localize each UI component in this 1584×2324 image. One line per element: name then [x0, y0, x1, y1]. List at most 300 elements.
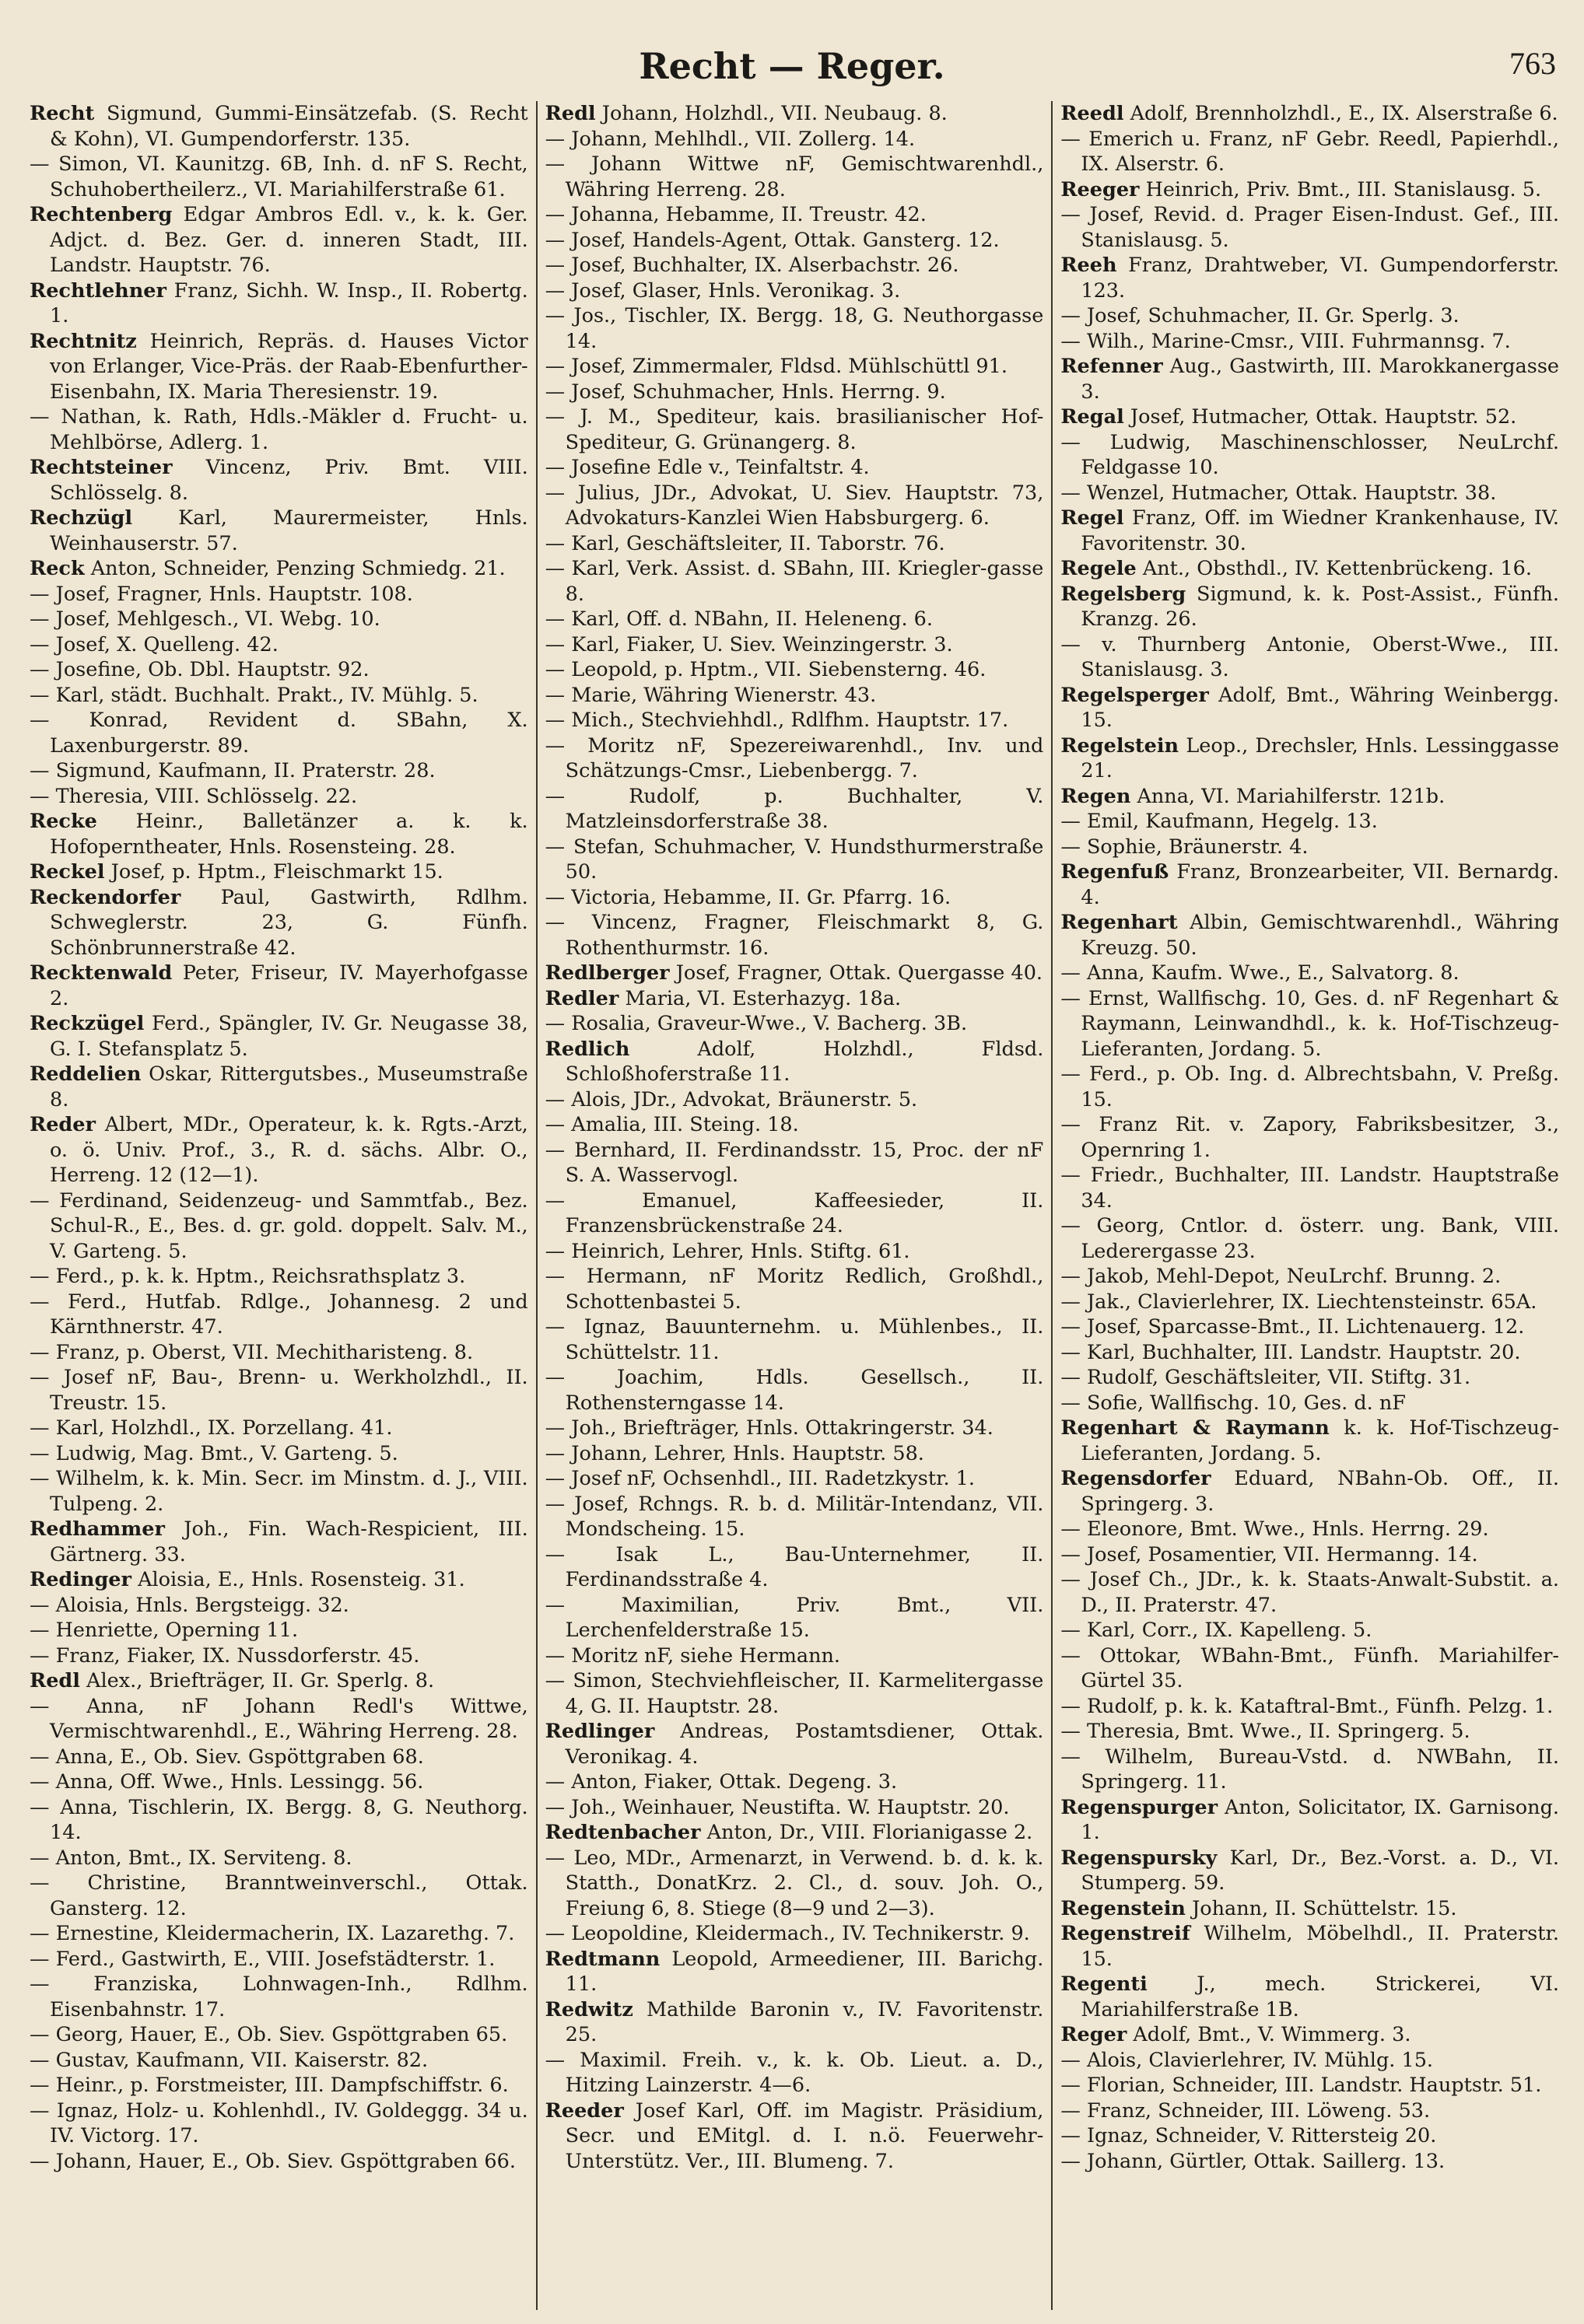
entry-text: — Joh., Briefträger, Hnls. Ottakringerstr. 34. [545, 1416, 994, 1440]
directory-entry [30, 1188, 528, 1265]
directory-entry [545, 1593, 1044, 1643]
entry-surname: Reckzügel [30, 1012, 145, 1035]
entry-text: — Mich., Stechviehhdl., Rdlfhm. Hauptstr. 17. [545, 709, 1009, 732]
entry-text: — Hermann, nF Moritz Redlich, Großhdl., Schottenbastei 5. [545, 1265, 1044, 1314]
entry-text: — Moritz nF, Spezereiwarenhdl., Inv. und Schätzungs-Cmsr., Liebenbergg. 7. [545, 733, 1044, 782]
entry-text: — Wilhelm, k. k. Min. Secr. im Minstm. d. J., VIII. Tulpeng. 2. [30, 1467, 528, 1516]
entry-text: Eduard, NBahn-Ob. Off., II. Springerg. 3. [1081, 1467, 1560, 1516]
directory-entry [1060, 177, 1559, 203]
directory-entry [1060, 1846, 1559, 1896]
entry-text: — Franz, p. Oberst, VII. Mechitharisteng. 8. [30, 1340, 474, 1364]
entry-text: — Henriette, Operning 11. [30, 1619, 299, 1642]
entry-text: Ant., Obsthdl., IV. Kettenbrückeng. 16. [1142, 557, 1533, 580]
entry-text: Johann, Holzhdl., VII. Neubaug. 8. [601, 102, 948, 125]
entry-text: — Josef, Glaser, Hnls. Veronikag. 3. [545, 278, 901, 303]
entry-surname: Reder [30, 1113, 96, 1136]
directory-entry [30, 1769, 528, 1795]
directory-entry [545, 1542, 1044, 1593]
entry-surname: Regal [1060, 405, 1124, 429]
entry-text: Josef, Fragner, Ottak. Quergasse 40. [675, 961, 1043, 985]
directory-entry [30, 329, 528, 405]
entry-text: — Ignaz, Schneider, V. Rittersteig 20. [1060, 2124, 1437, 2147]
entry-surname: Recht [30, 102, 95, 125]
entry-text: — Victoria, Hebamme, II. Gr. Pfarrg. 16. [545, 885, 951, 909]
entry-text: — Franz, Schneider, III. Löweng. 53. [1060, 2098, 1431, 2123]
directory-entry [545, 1011, 1044, 1037]
entry-text: — Anna, nF Johann Redl's Wittwe, Vermischtwarenhdl., E., Währing Herreng. 28. [30, 1694, 528, 1743]
directory-entry [30, 1947, 528, 1972]
entry-text: — Johann, Mehlhdl., VII. Zollerg. 14. [545, 127, 916, 151]
entry-text: — Theresia, Bmt. Wwe., II. Springerg. 5. [1060, 1720, 1470, 1743]
entry-text: Edgar Ambros Edl. v., k. k. Ger. Adjct. d. Bez. Ger. d. inneren Stadt, III. Landstr. Hauptstr. 76. [50, 203, 528, 277]
directory-entry [1060, 1112, 1559, 1163]
directory-entry [30, 961, 528, 1011]
directory-entry [30, 1264, 528, 1290]
entry-text: — Ferd., Hutfab. Rdlge., Johannesg. 2 und Kärnthnerstr. 47. [30, 1290, 528, 1339]
directory-entry [1060, 253, 1559, 303]
directory-entry [1060, 2149, 1559, 2175]
directory-entry [545, 152, 1044, 202]
entry-text: — Franziska, Lohnwagen-Inh., Rdlhm. Eisenbahnstr. 17. [30, 1972, 528, 2021]
entry-surname: Regenhart & Raymann [1060, 1416, 1330, 1440]
directory-entry [545, 1188, 1044, 1239]
entry-text: — Leopold, p. Hptm., VII. Siebensterng. 46. [545, 658, 986, 681]
directory-entry [1060, 1542, 1559, 1568]
directory-entry [1060, 1694, 1559, 1720]
directory-entry [30, 2022, 528, 2048]
entry-text: — Jakob, Mehl-Depot, NeuLrchf. Brunng. 2. [1060, 1265, 1502, 1288]
directory-entry [545, 481, 1044, 531]
directory-entry [1060, 354, 1559, 404]
entry-text: — Johann Wittwe nF, Gemischtwarenhdl., Währing Herreng. 28. [545, 152, 1044, 201]
entry-surname: Redlich [545, 1037, 630, 1061]
entry-text: — Josef Ch., JDr., k. k. Staats-Anwalt-Substit. a. D., II. Praterstr. 47. [1060, 1568, 1560, 1617]
entry-text: — Nathan, k. Rath, Hdls.-Mäkler d. Frucht- u. Mehlbörse, Adlerg. 1. [30, 405, 528, 454]
entry-text: Sigmund, Gummi-Einsätzefab. (S. Recht & Kohn), VI. Gumpendorferstr. 135. [50, 102, 528, 151]
directory-entry [30, 859, 528, 885]
directory-entry [30, 1643, 528, 1669]
entry-surname: Regenti [1060, 1972, 1148, 1996]
directory-entry [1060, 2022, 1559, 2048]
entry-text: Franz, Drahtweber, VI. Gumpendorferstr. 123. [1081, 254, 1560, 303]
entry-surname: Redlinger [545, 1720, 655, 1743]
entry-text: Heinrich, Priv. Bmt., III. Stanislausg. 5. [1145, 177, 1542, 201]
directory-entry [30, 506, 528, 556]
directory-entry [545, 2098, 1044, 2175]
entry-text: — Amalia, III. Steing. 18. [545, 1113, 799, 1136]
directory-entry [30, 708, 528, 758]
entry-text: — Theresia, VIII. Schlösselg. 22. [30, 784, 358, 808]
directory-entry [1060, 2048, 1559, 2074]
entry-text: — Josef, Buchhalter, IX. Alserbachstr. 26. [545, 254, 959, 277]
directory-entry [30, 1694, 528, 1745]
directory-entry [545, 101, 1044, 127]
entry-text: Karl, Maurermeister, Hnls. Weinhauserstr. 57. [50, 506, 528, 555]
entry-text: — Josef, Posamentier, VII. Hermanng. 14. [1060, 1542, 1478, 1566]
directory-entry [1060, 632, 1559, 683]
directory-entry [545, 885, 1044, 911]
entry-surname: Reckendorfer [30, 885, 181, 909]
directory-entry [545, 455, 1044, 481]
entry-text: Josef, p. Hptm., Fleischmarkt 15. [110, 860, 443, 884]
entry-surname: Refenner [1060, 355, 1163, 378]
directory-entry [545, 1087, 1044, 1113]
directory-entry [545, 1416, 1044, 1441]
entry-text: Johann, II. Schüttelstr. 15. [1192, 1896, 1457, 1920]
directory-entry [1060, 1290, 1559, 1315]
entry-text: Anton, Schneider, Penzing Schmiedg. 21. [90, 557, 506, 580]
entry-surname: Regelsperger [1060, 683, 1209, 707]
entry-text: Aug., Gastwirth, III. Marokkanergasse 3. [1081, 355, 1560, 404]
entry-text: — Joachim, Hdls. Gesellsch., II. Rothensterngasse 14. [545, 1366, 1044, 1415]
directory-entry [1060, 835, 1559, 860]
entry-text: Peter, Friseur, IV. Mayerhofgasse 2. [50, 961, 528, 1010]
directory-entry [1060, 1972, 1559, 2022]
directory-entry [545, 1921, 1044, 1947]
directory-columns [22, 101, 1567, 2310]
directory-entry [1060, 961, 1559, 986]
directory-entry [1060, 2123, 1559, 2149]
directory-entry [545, 1466, 1044, 1492]
directory-entry [1060, 809, 1559, 835]
entry-text: — Josef, Rchngs. R. b. d. Militär-Intendanz, VII. Mondscheing. 15. [545, 1492, 1044, 1541]
directory-entry [545, 1795, 1044, 1821]
directory-entry [545, 380, 1044, 405]
directory-entry [30, 1745, 528, 1770]
entry-text: — Josef nF, Bau-, Brenn- u. Werkholzhdl., II. Treustr. 15. [30, 1366, 528, 1415]
entry-text: Leop., Drechsler, Hnls. Lessinggasse 21. [1081, 733, 1560, 782]
entry-text: — Sofie, Wallfischg. 10, Ges. d. nF [1060, 1391, 1406, 1415]
entry-surname: Regele [1060, 557, 1137, 580]
entry-text: — Ottokar, WBahn-Bmt., Fünfh. Mariahilfer-Gürtel 35. [1060, 1643, 1560, 1692]
directory-entry [1060, 1213, 1559, 1264]
page-header [0, 45, 1584, 92]
directory-entry [545, 531, 1044, 557]
entry-surname: Reddelien [30, 1062, 142, 1086]
directory-entry [1060, 303, 1559, 329]
entry-surname: Rechtlehner [30, 278, 166, 303]
entry-surname: Reck [30, 557, 85, 580]
entry-text: — J. M., Spediteur, kais. brasilianischer Hof-Spediteur, G. Grünangerg. 8. [545, 405, 1044, 454]
entry-surname: Rechzügl [30, 506, 133, 530]
entry-surname: Redlberger [545, 961, 670, 985]
entry-text: — Anna, Tischlerin, IX. Bergg. 8, G. Neuthorg. 14. [30, 1795, 528, 1844]
entry-text: — Julius, JDr., Advokat, U. Siev. Hauptstr. 73, Advokaturs-Kanzlei Wien Habsburgerg. 6. [545, 481, 1044, 530]
entry-text: — Marie, Währing Wienerstr. 43. [545, 683, 877, 707]
entry-surname: Regenhart [1060, 911, 1178, 934]
directory-entry [30, 1365, 528, 1416]
directory-entry [30, 657, 528, 683]
entry-text: Anton, Dr., VIII. Florianigasse 2. [706, 1821, 1033, 1844]
directory-entry [545, 961, 1044, 986]
entry-text: — Karl, Verk. Assist. d. SBahn, III. Kriegler-gasse 8. [545, 557, 1044, 606]
entry-text: Josef, Hutmacher, Ottak. Hauptstr. 52. [1130, 405, 1517, 429]
entry-text: Franz, Off. im Wiedner Krankenhause, IV. Favoritenstr. 30. [1081, 506, 1560, 555]
entry-surname: Reckel [30, 860, 105, 884]
entry-text: — Alois, JDr., Advokat, Bräunerstr. 5. [545, 1087, 918, 1111]
directory-entry [1060, 733, 1559, 784]
entry-text: — Bernhard, II. Ferdinandsstr. 15, Proc. der nF S. A. Wasservogl. [545, 1138, 1044, 1187]
directory-entry [30, 1466, 528, 1517]
entry-text: — Ferd., Gastwirth, E., VIII. Josefstädterstr. 1. [30, 1947, 496, 1971]
directory-entry [545, 1365, 1044, 1416]
entry-text: — Anna, E., Ob. Siev. Gspöttgraben 68. [30, 1745, 424, 1769]
entry-surname: Regenspurger [1060, 1795, 1218, 1819]
directory-entry [1060, 1745, 1559, 1795]
directory-entry [30, 152, 528, 202]
entry-text: — Josef, Mehlgesch., VI. Webg. 10. [30, 607, 380, 631]
entry-text: — Wenzel, Hutmacher, Ottak. Hauptstr. 38. [1060, 481, 1497, 505]
entry-text: — Aloisia, Hnls. Bergsteigg. 32. [30, 1593, 349, 1617]
directory-entry [545, 835, 1044, 885]
entry-text: — Sophie, Bräunerstr. 4. [1060, 835, 1309, 859]
directory-entry [545, 657, 1044, 683]
entry-text: — Josef nF, Ochsenhdl., III. Radetzkystr. 1. [545, 1467, 975, 1490]
entry-text: — Rudolf, p. k. k. Kataftral-Bmt., Fünfh. Pelzg. 1. [1060, 1694, 1554, 1718]
directory-entry [30, 2098, 528, 2149]
entry-text: — Ludwig, Mag. Bmt., V. Garteng. 5. [30, 1441, 398, 1465]
entry-surname: Regensdorfer [1060, 1467, 1211, 1490]
entry-surname: Redl [545, 102, 596, 125]
directory-entry [30, 2149, 528, 2175]
directory-entry [1060, 506, 1559, 556]
entry-text: — Josef, Schuhmacher, Hnls. Herrng. 9. [545, 380, 946, 404]
entry-text: — Heinr., p. Forstmeister, III. Dampfschiffstr. 6. [30, 2074, 509, 2097]
directory-entry [1060, 1264, 1559, 1290]
directory-entry [30, 607, 528, 632]
directory-entry [545, 1947, 1044, 1997]
entry-text: Andreas, Postamtsdiener, Ottak. Veronikag. 4. [565, 1720, 1044, 1769]
directory-entry [30, 632, 528, 658]
directory-entry [1060, 101, 1559, 127]
directory-entry [545, 632, 1044, 658]
directory-entry [545, 1441, 1044, 1467]
directory-entry [30, 202, 528, 278]
directory-entry [545, 1643, 1044, 1669]
entry-text: — Friedr., Buchhalter, III. Landstr. Hauptstraße 34. [1060, 1164, 1560, 1213]
directory-entry [30, 556, 528, 582]
directory-entry [545, 1668, 1044, 1719]
entry-surname: Redl [30, 1669, 80, 1692]
entry-surname: Redinger [30, 1568, 131, 1591]
directory-entry [545, 228, 1044, 254]
directory-entry [1060, 1517, 1559, 1542]
entry-surname: Reedl [1060, 102, 1124, 125]
entry-text: — Josef, Sparcasse-Bmt., II. Lichtenauerg. 12. [1060, 1315, 1525, 1339]
entry-text: — Ludwig, Maschinenschlosser, NeuLrchf. Feldgasse 10. [1060, 430, 1560, 479]
entry-text: — Franz Rit. v. Zapory, Fabriksbesitzer, 3., Opernring 1. [1060, 1113, 1560, 1162]
entry-text: Alex., Briefträger, II. Gr. Sperlg. 8. [86, 1669, 435, 1692]
directory-entry [545, 1112, 1044, 1138]
page-title: Recht — Reger. [639, 45, 945, 87]
directory-entry [545, 127, 1044, 152]
entry-text: — Rosalia, Graveur-Wwe., V. Bacherg. 3B. [545, 1012, 968, 1035]
entry-text: — Rudolf, p. Buchhalter, V. Matzleinsdorferstraße 38. [545, 784, 1044, 833]
directory-entry [30, 1567, 528, 1593]
directory-entry [30, 784, 528, 810]
directory-entry [30, 101, 528, 152]
entry-text: — Moritz nF, siehe Hermann. [545, 1643, 841, 1668]
entry-text: Anton, Solicitator, IX. Garnisong. 1. [1081, 1795, 1560, 1844]
entry-surname: Regelstein [1060, 733, 1179, 758]
entry-text: — Isak L., Bau-Unternehmer, II. Ferdinandsstraße 4. [545, 1542, 1044, 1591]
directory-entry [545, 1314, 1044, 1365]
entry-text: — Leopoldine, Kleidermach., IV. Technikerstr. 9. [545, 1922, 1030, 1945]
entry-text: — Stefan, Schuhmacher, V. Hundsthurmerstraße 50. [545, 835, 1044, 884]
entry-surname: Regen [1060, 784, 1131, 808]
directory-entry [30, 1618, 528, 1643]
entry-surname: Regenfuß [1060, 860, 1169, 884]
entry-text: — Vincenz, Fragner, Fleischmarkt 8, G. Rothenthurmstr. 16. [545, 911, 1044, 960]
entry-text: — Josef, Revid. d. Prager Eisen-Indust. Gef., III. Stanislausg. 5. [1060, 203, 1560, 252]
directory-entry [30, 1795, 528, 1846]
directory-entry [545, 733, 1044, 784]
column-1 [22, 101, 538, 2310]
directory-entry [1060, 127, 1559, 177]
directory-entry [1060, 329, 1559, 355]
entry-surname: Rechtsteiner [30, 456, 173, 479]
entry-text: Franz, Sichh. W. Insp., II. Robertg. 1. [50, 278, 528, 327]
directory-entry [545, 1492, 1044, 1542]
directory-entry [1060, 784, 1559, 810]
entry-text: Maria, VI. Esterhazyg. 18a. [625, 986, 902, 1010]
directory-entry [1060, 582, 1559, 632]
entry-text: Adolf, Bmt., V. Wimmerg. 3. [1133, 2023, 1411, 2046]
entry-text: — Karl, Holzhdl., IX. Porzellang. 41. [30, 1416, 393, 1440]
directory-entry [545, 986, 1044, 1012]
directory-entry [1060, 1618, 1559, 1643]
directory-entry [1060, 1921, 1559, 1972]
directory-entry [30, 1416, 528, 1441]
entry-text: — Josef, X. Quelleng. 42. [30, 632, 279, 656]
entry-text: — Christine, Branntweinverschl., Ottak. Gansterg. 12. [30, 1871, 528, 1920]
entry-text: Vincenz, Priv. Bmt. VIII. Schlösselg. 8. [50, 456, 528, 505]
entry-surname: Regelsberg [1060, 582, 1186, 606]
entry-text: Paul, Gastwirth, Rdlhm. Schweglerstr. 23, G. Fünfh. Schönbrunnerstraße 42. [50, 885, 528, 960]
entry-text: — Joh., Weinhauer, Neustifta. W. Hauptstr. 20. [545, 1795, 1010, 1819]
entry-text: Aloisia, E., Hnls. Rosensteig. 31. [138, 1568, 465, 1591]
entry-text: Oskar, Rittergutsbes., Museumstraße 8. [50, 1062, 528, 1111]
entry-text: — Franz, Fiaker, IX. Nussdorferstr. 45. [30, 1643, 420, 1668]
directory-entry [1060, 1466, 1559, 1517]
entry-text: — Simon, Stechviehfleischer, II. Karmelitergasse 4, G. II. Hauptstr. 28. [545, 1669, 1044, 1718]
directory-entry [30, 1668, 528, 1694]
entry-text: — Ignaz, Bauunternehm. u. Mühlenbes., II. Schüttelstr. 11. [545, 1315, 1044, 1364]
entry-text: — Maximilian, Priv. Bmt., VII. Lerchenfelderstraße 15. [545, 1593, 1044, 1642]
entry-text: Joh., Fin. Wach-Respicient, III. Gärtnerg. 33. [50, 1517, 528, 1566]
entry-text: — v. Thurnberg Antonie, Oberst-Wwe., III. Stanislausg. 3. [1060, 632, 1560, 681]
column-3 [1053, 101, 1567, 2310]
directory-entry [1060, 1643, 1559, 1694]
entry-text: — Eleonore, Bmt. Wwe., Hnls. Herrng. 29. [1060, 1517, 1489, 1541]
directory-entry [30, 1846, 528, 1871]
directory-entry [1060, 1062, 1559, 1112]
entry-text: — Wilhelm, Bureau-Vstd. d. NWBahn, II. Springerg. 11. [1060, 1745, 1560, 1794]
page-number: 763 [1509, 46, 1556, 81]
entry-text: — Gustav, Kaufmann, VII. Kaiserstr. 82. [30, 2048, 429, 2072]
directory-entry [1060, 683, 1559, 733]
directory-entry [545, 1138, 1044, 1188]
entry-text: — Ferdinand, Seidenzeug- und Sammtfab., Bez. Schul-R., E., Bes. d. gr. gold. doppelt. Salv. M., V. Garteng. 5. [30, 1188, 528, 1263]
entry-text: Mathilde Baronin v., IV. Favoritenstr. 25. [565, 1997, 1044, 2046]
directory-entry [30, 2048, 528, 2074]
entry-text: — Karl, Geschäftsleiter, II. Taborstr. 76. [545, 531, 945, 555]
directory-entry [545, 1769, 1044, 1795]
entry-text: — Georg, Cntlor. d. österr. ung. Bank, VIII. Lederergasse 23. [1060, 1214, 1560, 1263]
entry-text: — Ignaz, Holz- u. Kohlenhdl., IV. Goldeggg. 34 u. IV. Victorg. 17. [30, 2098, 528, 2147]
entry-text: J., mech. Strickerei, VI. Mariahilferstraße 1B. [1081, 1972, 1560, 2021]
entry-text: — Ferd., p. Ob. Ing. d. Albrechtsbahn, V. Preßg. 15. [1060, 1062, 1560, 1111]
directory-entry [1060, 1391, 1559, 1416]
directory-entry [30, 1290, 528, 1340]
directory-entry [30, 1441, 528, 1467]
directory-entry [1060, 2073, 1559, 2098]
directory-entry [30, 1972, 528, 2022]
directory-entry [545, 354, 1044, 380]
directory-entry [1060, 2098, 1559, 2124]
directory-entry [1060, 1314, 1559, 1340]
directory-entry [30, 582, 528, 607]
directory-entry [545, 784, 1044, 835]
entry-text: — Emanuel, Kaffeesieder, II. Franzensbrückenstraße 24. [545, 1188, 1044, 1237]
entry-text: — Karl, Off. d. NBahn, II. Heleneng. 6. [545, 607, 933, 631]
entry-text: k. k. Hof-Tischzeug-Lieferanten, Jordang. 5. [1081, 1416, 1560, 1465]
directory-entry [545, 556, 1044, 607]
directory-entry [30, 1921, 528, 1947]
directory-entry [1060, 1340, 1559, 1366]
directory-entry [30, 1871, 528, 1921]
entry-text: — Emerich u. Franz, nF Gebr. Reedl, Papierhdl., IX. Alserstr. 6. [1060, 127, 1560, 176]
entry-text: — Josef, Handels-Agent, Ottak. Gansterg. 12. [545, 228, 1000, 252]
directory-entry [545, 1239, 1044, 1265]
entry-text: Heinr., Balletänzer a. k. k. Hofoperntheater, Hnls. Rosensteing. 28. [50, 810, 528, 859]
entry-text: — Florian, Schneider, III. Landstr. Hauptstr. 51. [1060, 2074, 1542, 2097]
directory-entry [545, 1846, 1044, 1922]
directory-entry [545, 1997, 1044, 2048]
entry-surname: Regel [1060, 506, 1124, 530]
directory-entry [30, 1011, 528, 1062]
directory-entry [30, 278, 528, 329]
directory-entry [30, 809, 528, 859]
directory-entry [545, 1037, 1044, 1087]
entry-surname: Redtmann [545, 1947, 661, 1971]
entry-text: — Sigmund, Kaufmann, II. Praterstr. 28. [30, 759, 436, 782]
entry-text: — Leo, MDr., Armenarzt, in Verwend. b. d. k. k. Statth., DonatKrz. 2. Cl., d. souv. Joh. O., Freiung 6, 8. Stiege (8—9 und 2—3). [545, 1846, 1044, 1920]
entry-surname: Reger [1060, 2023, 1127, 2046]
entry-text: — Ernst, Wallfischg. 10, Ges. d. nF Regenhart & Raymann, Leinwandhdl., k. k. Hof-Tischzeug-Lieferanten, Jordang. 5. [1060, 986, 1560, 1061]
entry-text: Albin, Gemischtwarenhdl., Währing Kreuzg. 50. [1081, 911, 1560, 960]
directory-entry [545, 253, 1044, 278]
directory-entry [1060, 1416, 1559, 1466]
entry-text: — Anna, Off. Wwe., Hnls. Lessingg. 56. [30, 1770, 424, 1794]
directory-entry [545, 303, 1044, 354]
entry-text: — Josefine, Ob. Dbl. Hauptstr. 92. [30, 658, 370, 681]
entry-text: — Ernestine, Kleidermacherin, IX. Lazarethg. 7. [30, 1922, 515, 1945]
entry-text: — Simon, VI. Kaunitzg. 6B, Inh. d. nF S. Recht, Schuhobertheilerz., VI. Mariahilferstraße 61. [30, 152, 528, 201]
column-2 [538, 101, 1053, 2310]
entry-surname: Reeh [1060, 254, 1117, 277]
entry-text: — Johann, Hauer, E., Ob. Siev. Gspöttgraben 66. [30, 2149, 516, 2173]
directory-entry [1060, 1365, 1559, 1391]
entry-text: Franz, Bronzearbeiter, VII. Bernardg. 4. [1081, 860, 1560, 909]
entry-text: Heinrich, Repräs. d. Hauses Victor von Erlanger, Vice-Präs. der Raab-Ebenfurther-Eisenbahn, IX. Maria Theresienstr. 19. [50, 329, 528, 404]
directory-entry [545, 607, 1044, 632]
directory-entry [545, 1719, 1044, 1769]
directory-entry [30, 885, 528, 961]
directory-entry [30, 2073, 528, 2098]
entry-surname: Redtenbacher [545, 1821, 701, 1844]
directory-entry [30, 1517, 528, 1567]
